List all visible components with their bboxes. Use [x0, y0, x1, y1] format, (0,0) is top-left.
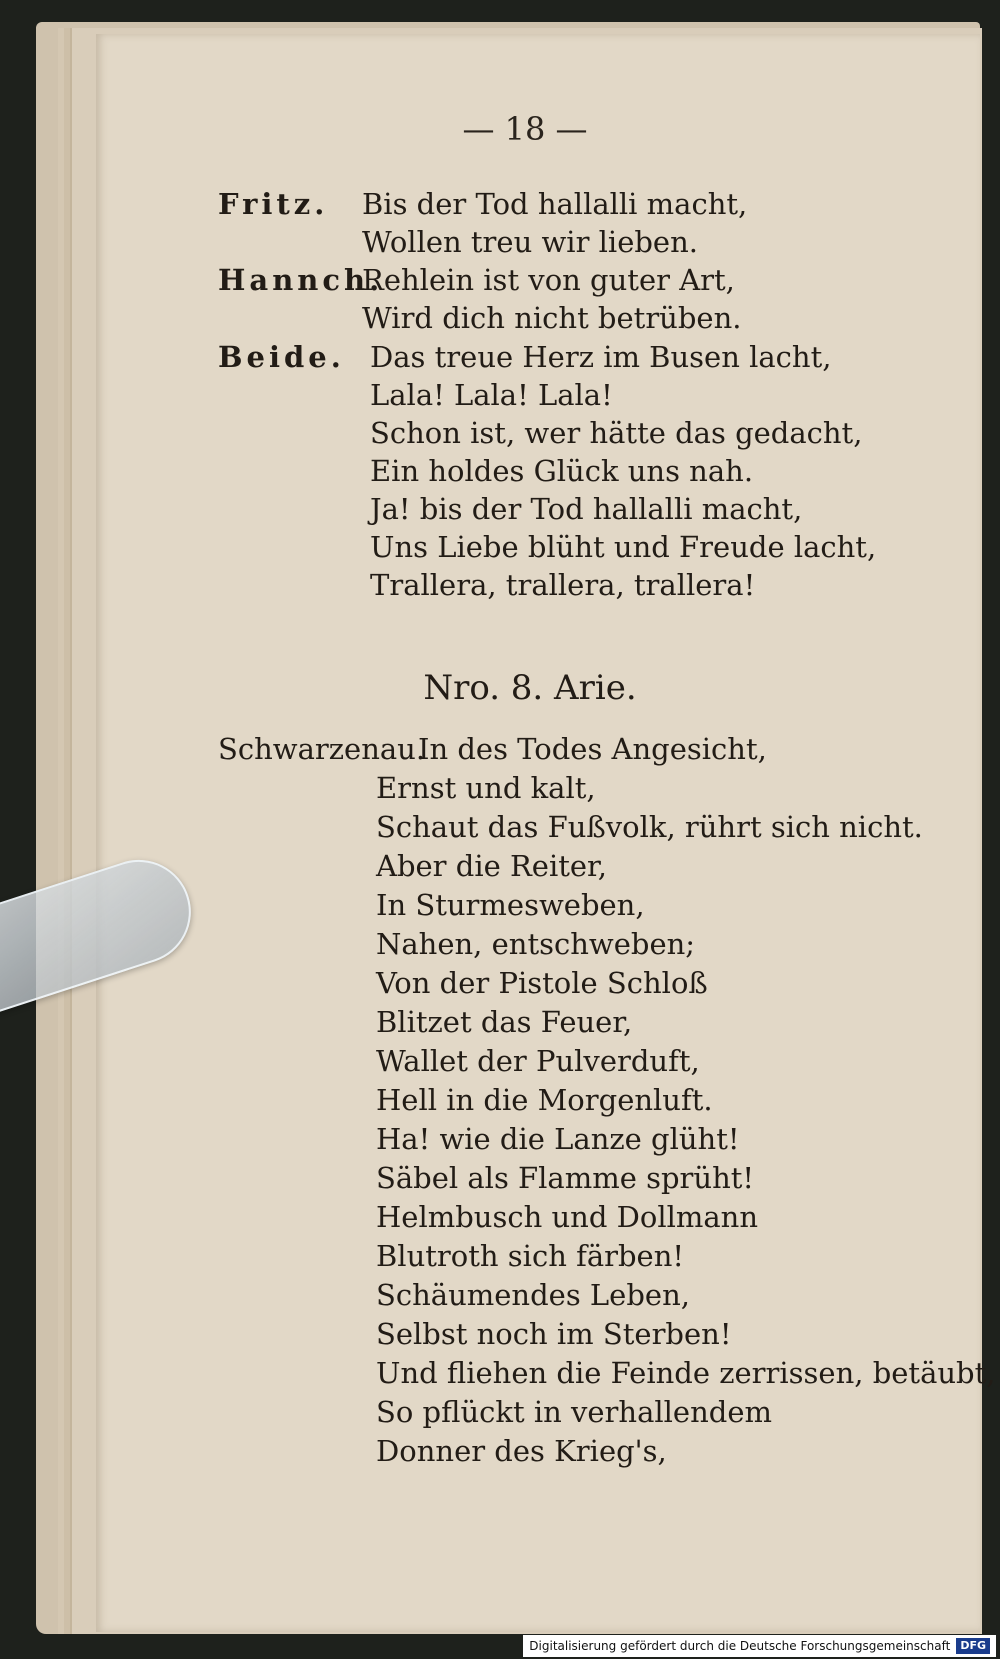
- speaker-hannch: Hannch.: [218, 263, 384, 297]
- verse-line: Lala! Lala! Lala!: [370, 378, 613, 412]
- credit-text: Digitalisierung gefördert durch die Deutsche Forschungsgemeinschaft: [529, 1639, 951, 1653]
- verse-line: In des Todes Angesicht,: [418, 732, 767, 766]
- speaker-schwarzenau: Schwarzenau.: [218, 732, 426, 766]
- verse-line: Aber die Reiter,: [376, 849, 607, 883]
- verse-line: Schon ist, wer hätte das gedacht,: [370, 416, 863, 450]
- verse-line: Wird dich nicht betrüben.: [362, 301, 742, 335]
- verse-line: Nahen, entschweben;: [376, 927, 696, 961]
- speaker-fritz: Fritz.: [218, 187, 329, 221]
- verse-line: Trallera, trallera, trallera!: [370, 568, 756, 602]
- verse-line: Ein holdes Glück uns nah.: [370, 454, 754, 488]
- verse-line: So pflückt in verhallendem: [376, 1395, 772, 1429]
- verse-line: Hell in die Morgenluft.: [376, 1083, 713, 1117]
- verse-line: Säbel als Flamme sprüht!: [376, 1161, 755, 1195]
- speaker-beide: Beide.: [218, 340, 345, 374]
- verse-line: Wallet der Pulverduft,: [376, 1044, 700, 1078]
- verse-line: Blitzet das Feuer,: [376, 1005, 633, 1039]
- page-number: — 18 —: [462, 110, 588, 148]
- verse-line: In Sturmesweben,: [376, 888, 645, 922]
- verse-line: Ernst und kalt,: [376, 771, 596, 805]
- verse-line: Blutroth sich färben!: [376, 1239, 685, 1273]
- verse-line: Helmbusch und Dollmann: [376, 1200, 759, 1234]
- verse-line: Ja! bis der Tod hallalli macht,: [370, 492, 803, 526]
- aria-heading: Nro. 8. Arie.: [423, 668, 637, 708]
- verse-line: Das treue Herz im Busen lacht,: [370, 340, 832, 374]
- verse-line: Ha! wie die Lanze glüht!: [376, 1122, 740, 1156]
- verse-line: Schaut das Fußvolk, rührt sich nicht.: [376, 810, 923, 844]
- verse-line: Bis der Tod hallalli macht,: [362, 187, 748, 221]
- verse-line: Und fliehen die Feinde zerrissen, betäubt,: [376, 1356, 996, 1390]
- verse-line: Wollen treu wir lieben.: [362, 225, 698, 259]
- verse-line: Schäumendes Leben,: [376, 1278, 690, 1312]
- verse-line: Donner des Krieg's,: [376, 1434, 667, 1468]
- verse-line: Von der Pistole Schloß: [376, 966, 708, 1000]
- verse-line: Selbst noch im Sterben!: [376, 1317, 732, 1351]
- verse-line: Rehlein ist von guter Art,: [362, 263, 735, 297]
- verse-line: Uns Liebe blüht und Freude lacht,: [370, 530, 877, 564]
- digitization-credit: [523, 1635, 996, 1657]
- dfg-logo: DFG: [956, 1638, 990, 1654]
